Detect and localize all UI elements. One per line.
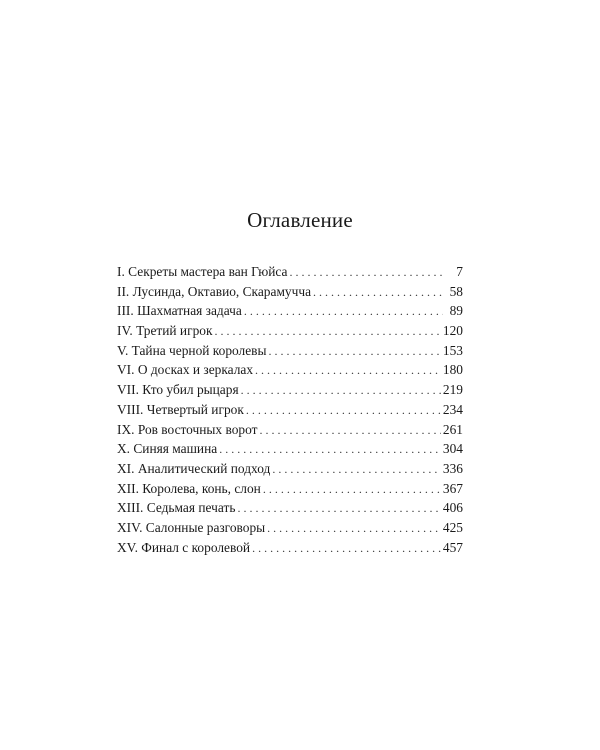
chapter-title: V. Тайна черной королевы — [117, 342, 267, 358]
page-number: 58 — [449, 283, 463, 299]
toc-entry — [117, 420, 463, 440]
page-number: 180 — [442, 362, 463, 378]
chapter-title: VI. О досках и зеркалах — [117, 362, 254, 378]
toc-entry — [117, 538, 463, 558]
page-number: 219 — [442, 382, 463, 398]
page-number: 89 — [449, 303, 463, 319]
toc-entry — [117, 459, 463, 479]
chapter-title: VIII. Четвертый игрок — [117, 401, 244, 417]
page-number: 406 — [442, 500, 463, 516]
chapter-title: III. Шахматная задача — [117, 303, 242, 319]
dot-leader — [268, 342, 440, 362]
page-number: 153 — [442, 342, 463, 358]
dot-leader — [255, 361, 441, 381]
toc-entry — [117, 380, 463, 400]
dot-leader — [272, 460, 441, 480]
toc-entry — [117, 301, 463, 321]
toc-entry — [117, 518, 463, 538]
dot-leader — [252, 539, 441, 559]
chapter-title: II. Лусинда, Октавио, Скарамучча — [117, 283, 312, 299]
page-number: 457 — [442, 539, 463, 555]
chapter-title: IV. Третий игрок — [117, 323, 213, 339]
dot-leader — [263, 480, 441, 500]
dot-leader — [259, 421, 440, 441]
toc-entry — [117, 262, 463, 282]
dot-leader — [267, 519, 441, 539]
chapter-title: XIV. Салонные разговоры — [117, 519, 266, 535]
dot-leader — [289, 263, 443, 283]
page-number: 367 — [442, 480, 463, 496]
toc-entry — [117, 282, 463, 302]
dot-leader — [237, 499, 440, 519]
toc-entry — [117, 439, 463, 459]
page-number: 234 — [442, 401, 463, 417]
chapter-title: VII. Кто убил рыцаря — [117, 382, 239, 398]
page-number: 120 — [442, 323, 463, 339]
toc-entry — [117, 341, 463, 361]
dot-leader — [219, 440, 441, 460]
dot-leader — [246, 401, 441, 421]
toc-entry — [117, 400, 463, 420]
toc-entry — [117, 360, 463, 380]
page-number: 304 — [442, 441, 463, 457]
toc-entry — [117, 498, 463, 518]
dot-leader — [244, 302, 443, 322]
chapter-title: XI. Аналитический подход — [117, 460, 271, 476]
page-number: 425 — [442, 519, 463, 535]
page-number: 7 — [456, 264, 463, 279]
toc-entry — [117, 321, 463, 341]
chapter-title: XIII. Седьмая печать — [117, 500, 236, 516]
page-number: 336 — [442, 460, 463, 476]
dot-leader — [313, 283, 443, 303]
dot-leader — [215, 322, 441, 342]
chapter-title: XV. Финал с королевой — [117, 539, 251, 555]
table-of-contents — [117, 262, 463, 557]
chapter-title: I. Секреты мастера ван Гюйса — [117, 264, 288, 279]
chapter-title: IX. Ров восточных ворот — [117, 421, 258, 437]
page-title: Оглавление — [247, 208, 353, 232]
chapter-title: XII. Королева, конь, слон — [117, 480, 261, 496]
chapter-title: X. Синяя машина — [117, 441, 218, 457]
page-number: 261 — [442, 421, 463, 437]
dot-leader — [241, 381, 441, 401]
toc-entry — [117, 479, 463, 499]
